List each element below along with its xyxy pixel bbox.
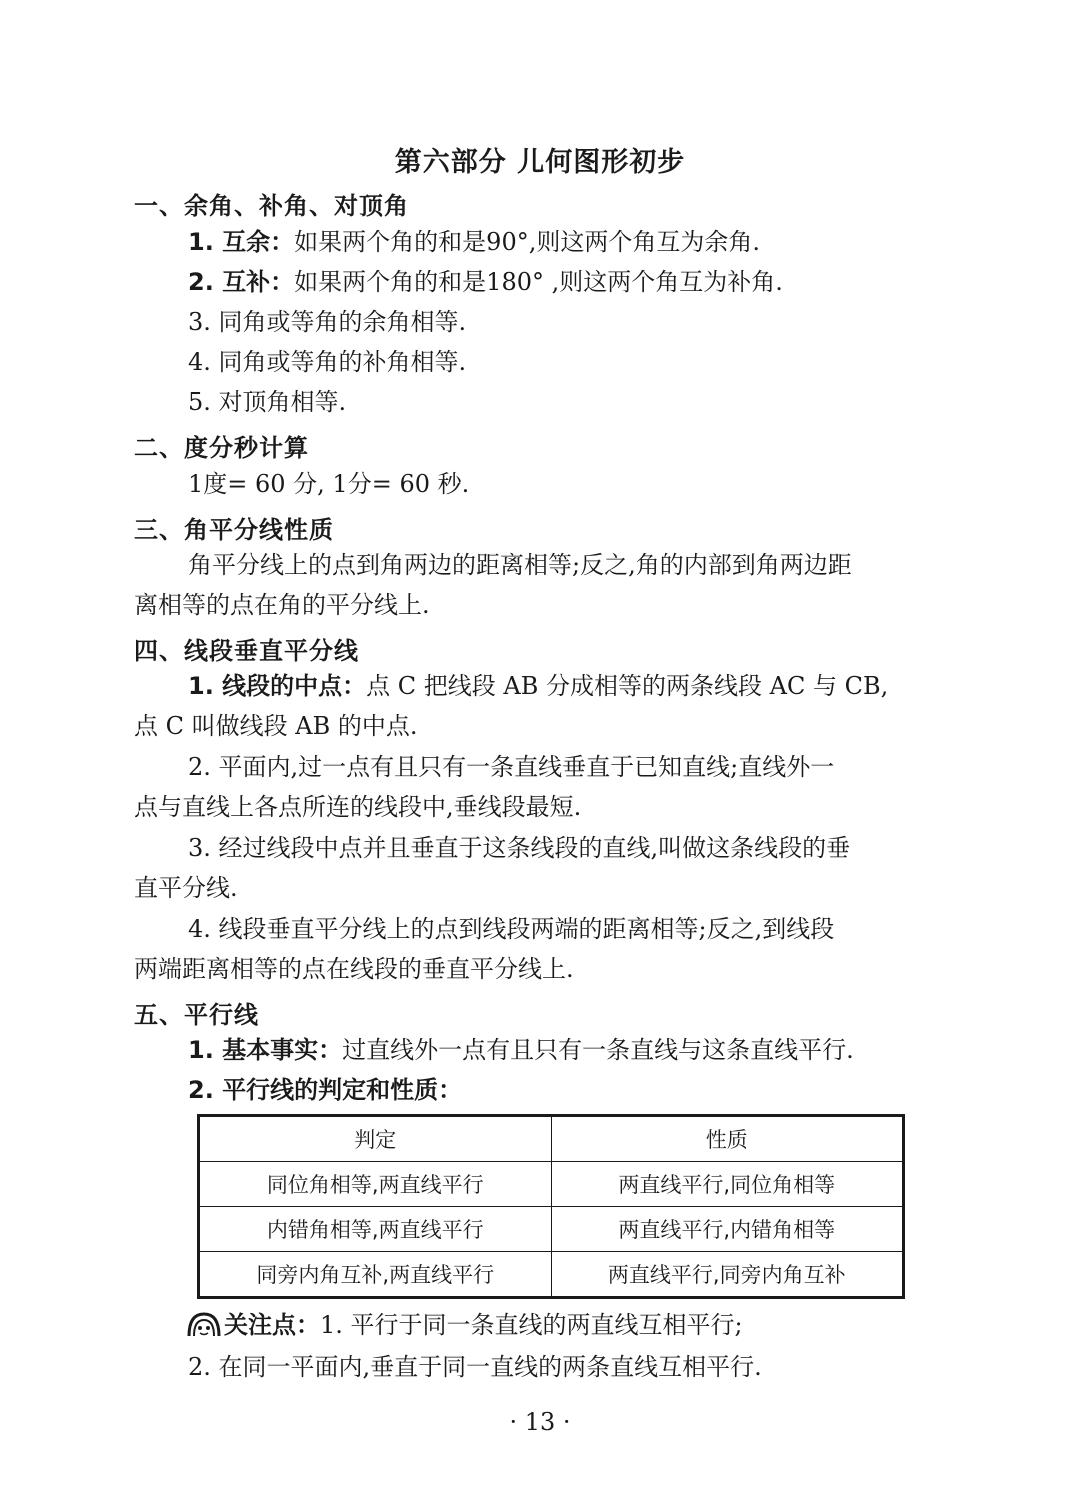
section-heading-3: 三、角平分线性质 <box>134 516 334 544</box>
term-text: 如果两个角的和是180° ,则这两个角互为补角. <box>294 268 783 296</box>
term-text: 过直线外一点有且只有一条直线与这条直线平行. <box>342 1036 854 1064</box>
term-text: 点 C 把线段 AB 分成相等的两条线段 AC 与 CB, <box>366 672 889 700</box>
list-item <box>188 222 1008 262</box>
table-cell: 两直线平行,内错角相等 <box>551 1207 904 1252</box>
list-item: 4. 同角或等角的补角相等. <box>188 348 467 376</box>
term-text: 如果两个角的和是90°,则这两个角互为余角. <box>294 228 760 256</box>
table-header-cell: 判定 <box>199 1116 552 1162</box>
list-item: 3. 同角或等角的余角相等. <box>188 308 467 336</box>
list-item <box>188 1030 1008 1070</box>
note-text: 1. 平行于同一条直线的两直线互相平行; <box>320 1311 743 1339</box>
note-line <box>224 1305 1044 1345</box>
term-label: 1. 线段的中点： <box>188 672 367 700</box>
table-cell: 同位角相等,两直线平行 <box>199 1162 552 1207</box>
section-heading-5: 五、平行线 <box>134 1001 259 1029</box>
paragraph-line: 点与直线上各点所连的线段中,垂线段最短. <box>134 793 582 821</box>
parallel-lines-table <box>197 1114 905 1299</box>
term-label: 2. 互补： <box>188 268 295 296</box>
attention-icon <box>186 1310 222 1340</box>
paragraph-line: 角平分线上的点到角两边的距离相等;反之,角的内部到角两边距 <box>188 551 852 579</box>
paragraph-line: 点 C 叫做线段 AB 的中点. <box>134 712 418 740</box>
table-header-row <box>199 1116 904 1162</box>
paragraph-text: 1度= 60 分, 1分= 60 秒. <box>188 470 470 498</box>
note-line: 2. 在同一平面内,垂直于同一直线的两条直线互相平行. <box>188 1353 762 1381</box>
list-item <box>188 666 1008 706</box>
list-item: 2. 平面内,过一点有且只有一条直线垂直于已知直线;直线外一 <box>188 753 835 781</box>
section-heading-2: 二、度分秒计算 <box>134 434 309 462</box>
section-heading-1: 一、余角、补角、对顶角 <box>134 192 409 220</box>
table-header-cell: 性质 <box>551 1116 904 1162</box>
list-item: 5. 对顶角相等. <box>188 388 347 416</box>
list-item <box>188 1070 1008 1110</box>
table-row <box>199 1252 904 1298</box>
table-cell: 同旁内角互补,两直线平行 <box>199 1252 552 1298</box>
note-label: 关注点： <box>224 1311 320 1339</box>
page-title: 第六部分 儿何图形初步 <box>394 147 686 178</box>
list-item <box>188 262 1008 302</box>
list-item: 4. 线段垂直平分线上的点到线段两端的距离相等;反之,到线段 <box>188 915 835 943</box>
table-row <box>199 1162 904 1207</box>
table-cell: 两直线平行,同旁内角互补 <box>551 1252 904 1298</box>
table-cell: 内错角相等,两直线平行 <box>199 1207 552 1252</box>
list-item: 3. 经过线段中点并且垂直于这条线段的直线,叫做这条线段的垂 <box>188 834 851 862</box>
term-label: 1. 基本事实： <box>188 1036 343 1064</box>
page-number: · 13 · <box>509 1408 571 1436</box>
paragraph-line: 离相等的点在角的平分线上. <box>134 591 430 619</box>
term-label: 2. 平行线的判定和性质： <box>188 1076 463 1104</box>
paragraph-line: 两端距离相等的点在线段的垂直平分线上. <box>134 955 574 983</box>
table-cell: 两直线平行,同位角相等 <box>551 1162 904 1207</box>
table-row <box>199 1207 904 1252</box>
term-label: 1. 互余： <box>188 228 295 256</box>
paragraph-line: 直平分线. <box>134 874 238 902</box>
section-heading-4: 四、线段垂直平分线 <box>134 637 359 665</box>
